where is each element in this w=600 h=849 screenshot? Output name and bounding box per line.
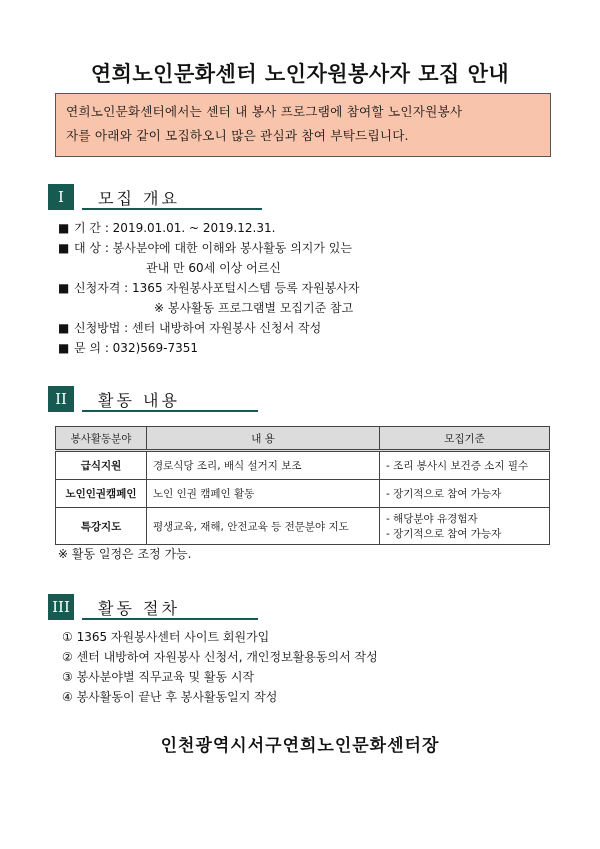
header-criteria: 모집기준 bbox=[380, 427, 550, 451]
section-3-underline bbox=[82, 618, 258, 620]
overview-qualification-note: ※ 봉사활동 프로그램별 모집기준 참고 bbox=[154, 301, 354, 315]
table-header-row bbox=[56, 427, 550, 451]
row-content: 노인 인권 캠페인 활동 bbox=[147, 480, 380, 508]
table-row bbox=[56, 480, 550, 508]
section-2-title: 활동 내용 bbox=[98, 391, 180, 410]
overview-period: ■ 기 간 : 2019.01.01. ~ 2019.12.31. bbox=[58, 221, 276, 235]
issuer-signature: 인천광역시서구연희노인문화센터장 bbox=[160, 736, 440, 756]
row-criteria bbox=[380, 508, 550, 545]
section-3-title: 활동 절차 bbox=[98, 599, 180, 618]
row-content: 경로식당 조리, 배식 설거지 보조 bbox=[147, 451, 380, 480]
bullet-icon: ■ bbox=[58, 281, 70, 295]
row-criteria: - 조리 봉사시 보건증 소지 필수 bbox=[380, 451, 550, 480]
section-3-numeral: III bbox=[48, 594, 74, 620]
criteria-line: - 장기적으로 참여 가능자 bbox=[386, 528, 502, 540]
bullet-icon: ■ bbox=[58, 221, 70, 235]
overview-method: ■ 신청방법 : 센터 내방하여 자원봉사 신청서 작성 bbox=[58, 321, 322, 335]
section-2-underline bbox=[82, 410, 258, 412]
procedure-step-2: ② 센터 내방하여 자원봉사 신청서, 개인정보활용동의서 작성 bbox=[62, 650, 378, 664]
header-content: 내 용 bbox=[147, 427, 380, 451]
activity-table bbox=[55, 426, 550, 545]
bullet-icon: ■ bbox=[58, 241, 70, 255]
page-title: 연희노인문화센터 노인자원봉사자 모집 안내 bbox=[90, 62, 510, 86]
section-1-numeral: I bbox=[48, 184, 74, 210]
procedure-step-4: ④ 봉사활동이 끝난 후 봉사활동일지 작성 bbox=[62, 690, 278, 704]
row-field: 급식지원 bbox=[56, 451, 147, 480]
table-row bbox=[56, 451, 550, 480]
row-field: 특강지도 bbox=[56, 508, 147, 545]
row-field: 노인인권캠페인 bbox=[56, 480, 147, 508]
procedure-step-1: ① 1365 자원봉사센터 사이트 회원가입 bbox=[62, 630, 270, 644]
notice-box bbox=[55, 93, 551, 157]
overview-qualification: ■ 신청자격 : 1365 자원봉사포털시스템 등록 자원봉사자 bbox=[58, 281, 360, 295]
criteria-line: - 해당분야 유경험자 bbox=[386, 513, 478, 525]
table-row bbox=[56, 508, 550, 545]
section-1-underline bbox=[82, 208, 262, 210]
section-2-numeral: II bbox=[48, 386, 74, 412]
notice-line-1: 연희노인문화센터에서는 센터 내 봉사 프로그램에 참여할 노인자원봉사 bbox=[66, 104, 463, 119]
procedure-step-3: ③ 봉사분야별 직무교육 및 활동 시작 bbox=[62, 670, 255, 684]
overview-target-cont: 관내 만 60세 이상 어르신 bbox=[146, 261, 281, 275]
notice-line-2: 자를 아래와 같이 모집하오니 많은 관심과 참여 부탁드립니다. bbox=[66, 128, 409, 143]
row-content: 평생교육, 재해, 안전교육 등 전문분야 지도 bbox=[147, 508, 380, 545]
overview-contact: ■ 문 의 : 032)569-7351 bbox=[58, 341, 199, 355]
section-1-title: 모집 개요 bbox=[98, 189, 180, 208]
row-criteria: - 장기적으로 참여 가능자 bbox=[380, 480, 550, 508]
bullet-icon: ■ bbox=[58, 321, 70, 335]
overview-target: ■ 대 상 : 봉사분야에 대한 이해와 봉사활동 의지가 있는 bbox=[58, 241, 352, 255]
header-field: 봉사활동분야 bbox=[56, 427, 147, 451]
bullet-icon: ■ bbox=[58, 341, 70, 355]
schedule-note: ※ 활동 일정은 조정 가능. bbox=[58, 547, 192, 561]
